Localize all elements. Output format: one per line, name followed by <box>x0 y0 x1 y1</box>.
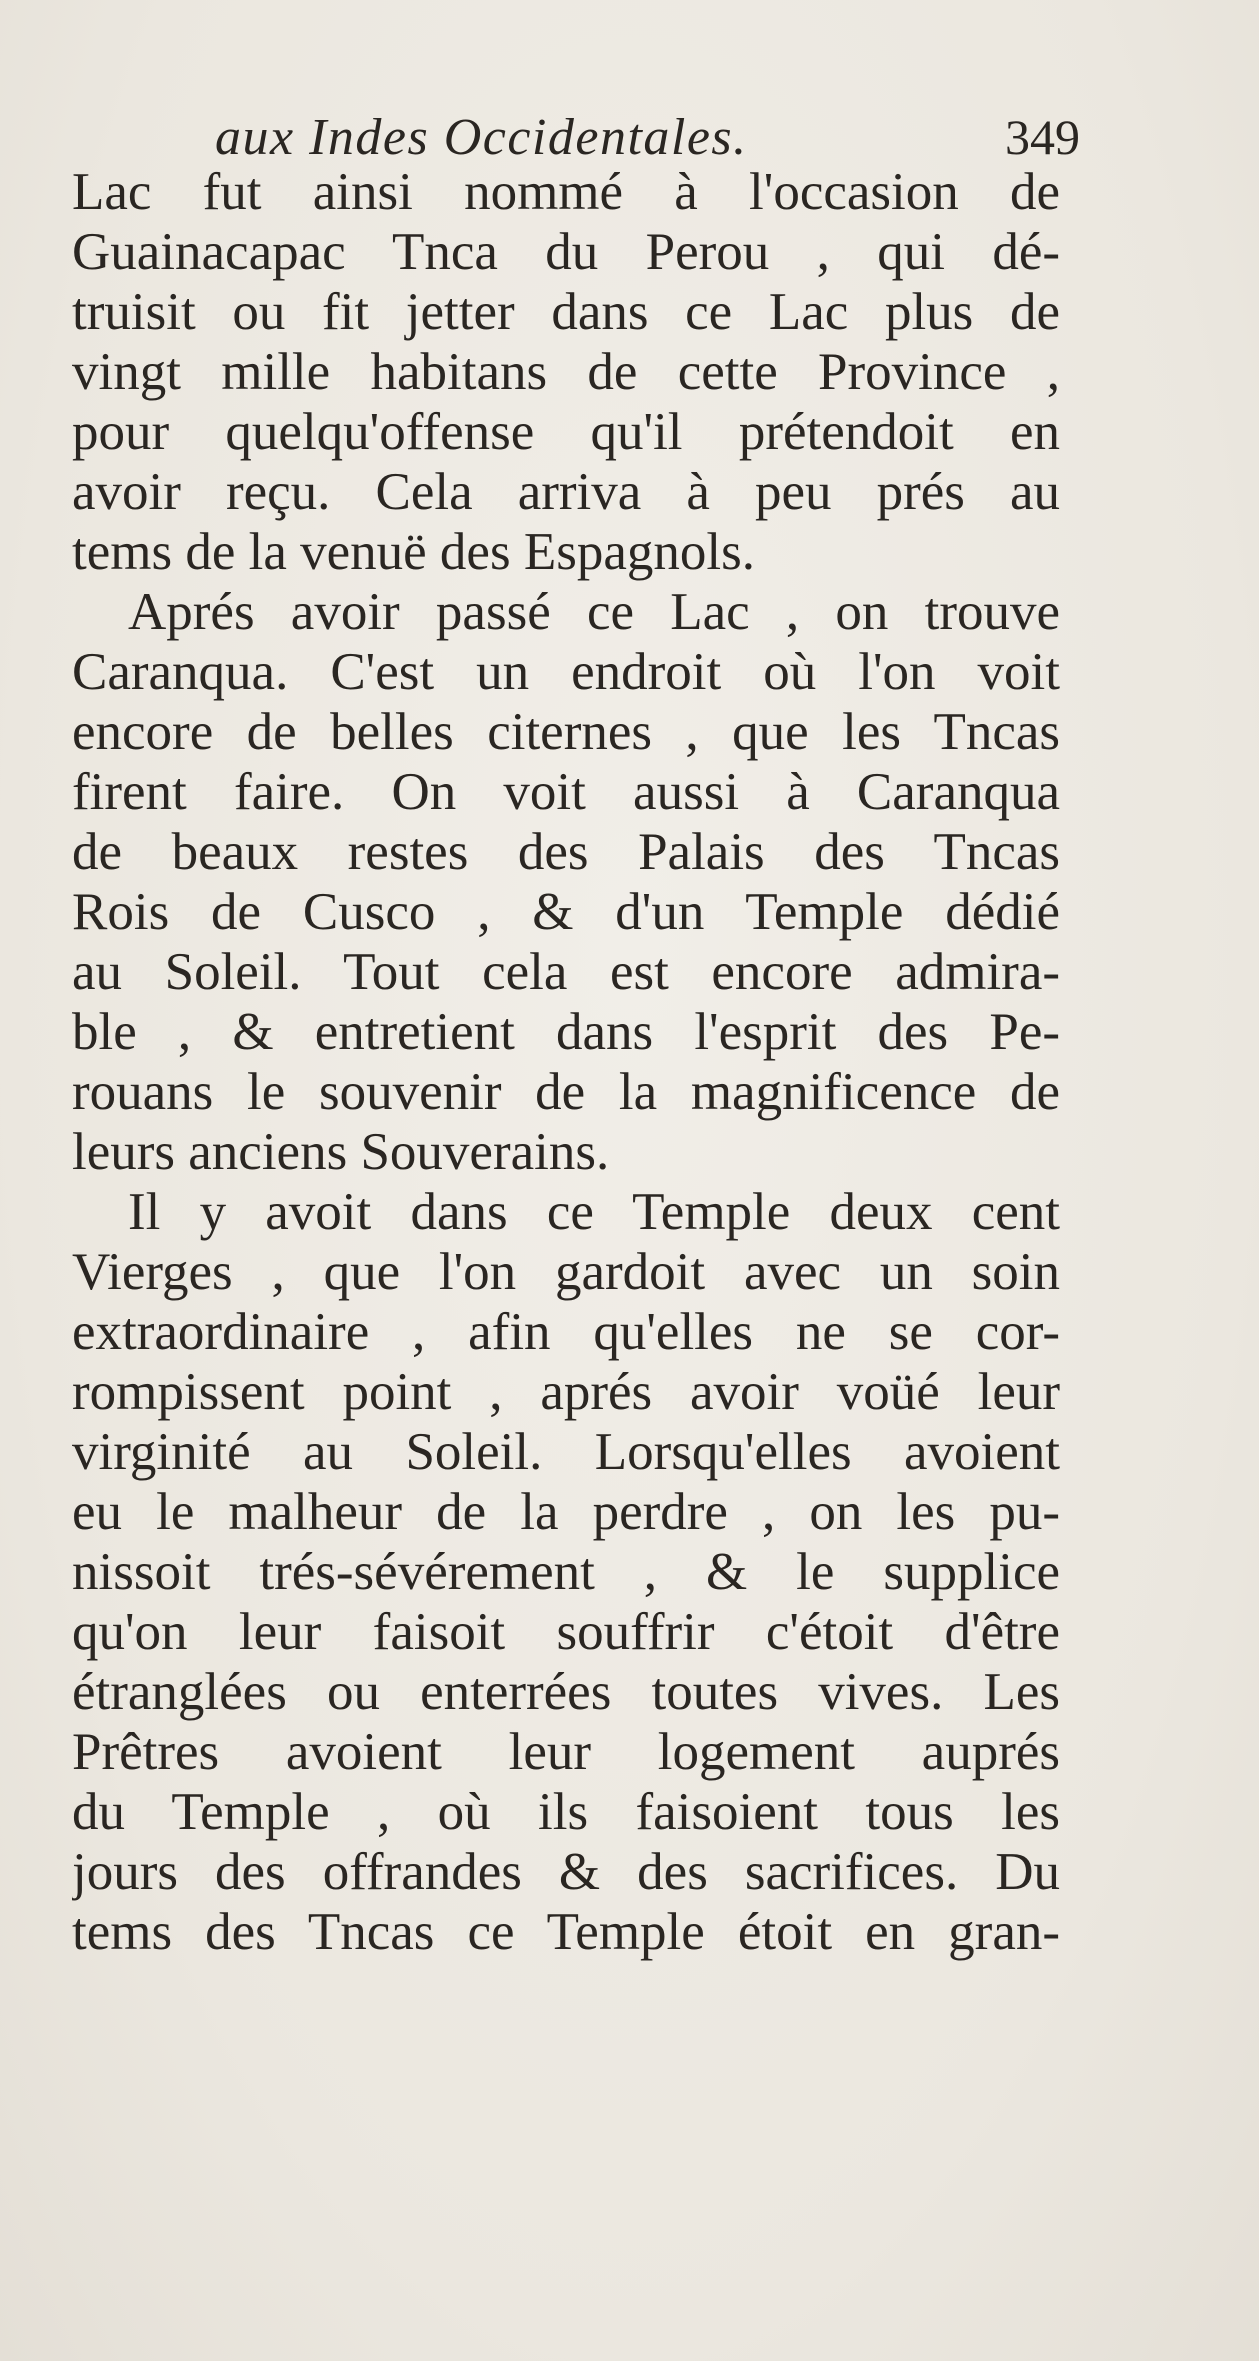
running-title: aux Indes Occidentales. <box>215 109 748 166</box>
text-line: qu'on leur faisoit souffrir c'étoit d'être <box>72 1603 1060 1661</box>
text-line: rompissent point , aprés avoir voüé leur <box>72 1363 1060 1421</box>
text-line: Prêtres avoient leur logement auprés <box>72 1723 1060 1781</box>
text-line: vingt mille habitans de cette Province , <box>72 343 1060 401</box>
body-text <box>72 162 1060 1962</box>
text-line: ble , & entretient dans l'esprit des Pe- <box>72 1003 1060 1061</box>
text-line: Rois de Cusco , & d'un Temple dédié <box>72 883 1060 941</box>
text-line: Il y avoit dans ce Temple deux cent <box>128 1183 1060 1241</box>
text-line: pour quelqu'offense qu'il prétendoit en <box>72 403 1060 461</box>
page-number: 349 <box>1005 109 1080 165</box>
text-line: Caranqua. C'est un endroit où l'on voit <box>72 643 1060 701</box>
text-line: tems de la venuë des Espagnols. <box>72 523 755 581</box>
text-line: rouans le souvenir de la magnificence de <box>72 1063 1060 1121</box>
text-line: jours des offrandes & des sacrifices. Du <box>72 1843 1060 1901</box>
text-line: encore de belles citernes , que les Tncas <box>72 703 1060 761</box>
text-line: firent faire. On voit aussi à Caranqua <box>72 763 1060 821</box>
text-line: de beaux restes des Palais des Tncas <box>72 823 1060 881</box>
text-line: eu le malheur de la perdre , on les pu- <box>72 1483 1060 1541</box>
text-line: extraordinaire , afin qu'elles ne se cor- <box>72 1303 1060 1361</box>
text-line: virginité au Soleil. Lorsqu'elles avoient <box>72 1423 1060 1481</box>
text-line: tems des Tncas ce Temple étoit en gran- <box>72 1903 1060 1961</box>
text-line: Lac fut ainsi nommé à l'occasion de <box>72 163 1060 221</box>
text-line: truisit ou fit jetter dans ce Lac plus de <box>72 283 1060 341</box>
text-line: leurs anciens Souverains. <box>72 1123 610 1181</box>
text-line: nissoit trés-sévérement , & le supplice <box>72 1543 1060 1601</box>
text-line: Guainacapac Tnca du Perou , qui dé- <box>72 223 1060 281</box>
text-line: Aprés avoir passé ce Lac , on trouve <box>128 583 1060 641</box>
text-line: du Temple , où ils faisoient tous les <box>72 1783 1060 1841</box>
text-line: au Soleil. Tout cela est encore admira- <box>72 943 1060 1001</box>
text-line: avoir reçu. Cela arriva à peu prés au <box>72 463 1060 521</box>
text-line: Vierges , que l'on gardoit avec un soin <box>72 1243 1060 1301</box>
text-line: étranglées ou enterrées toutes vives. Les <box>72 1663 1060 1721</box>
